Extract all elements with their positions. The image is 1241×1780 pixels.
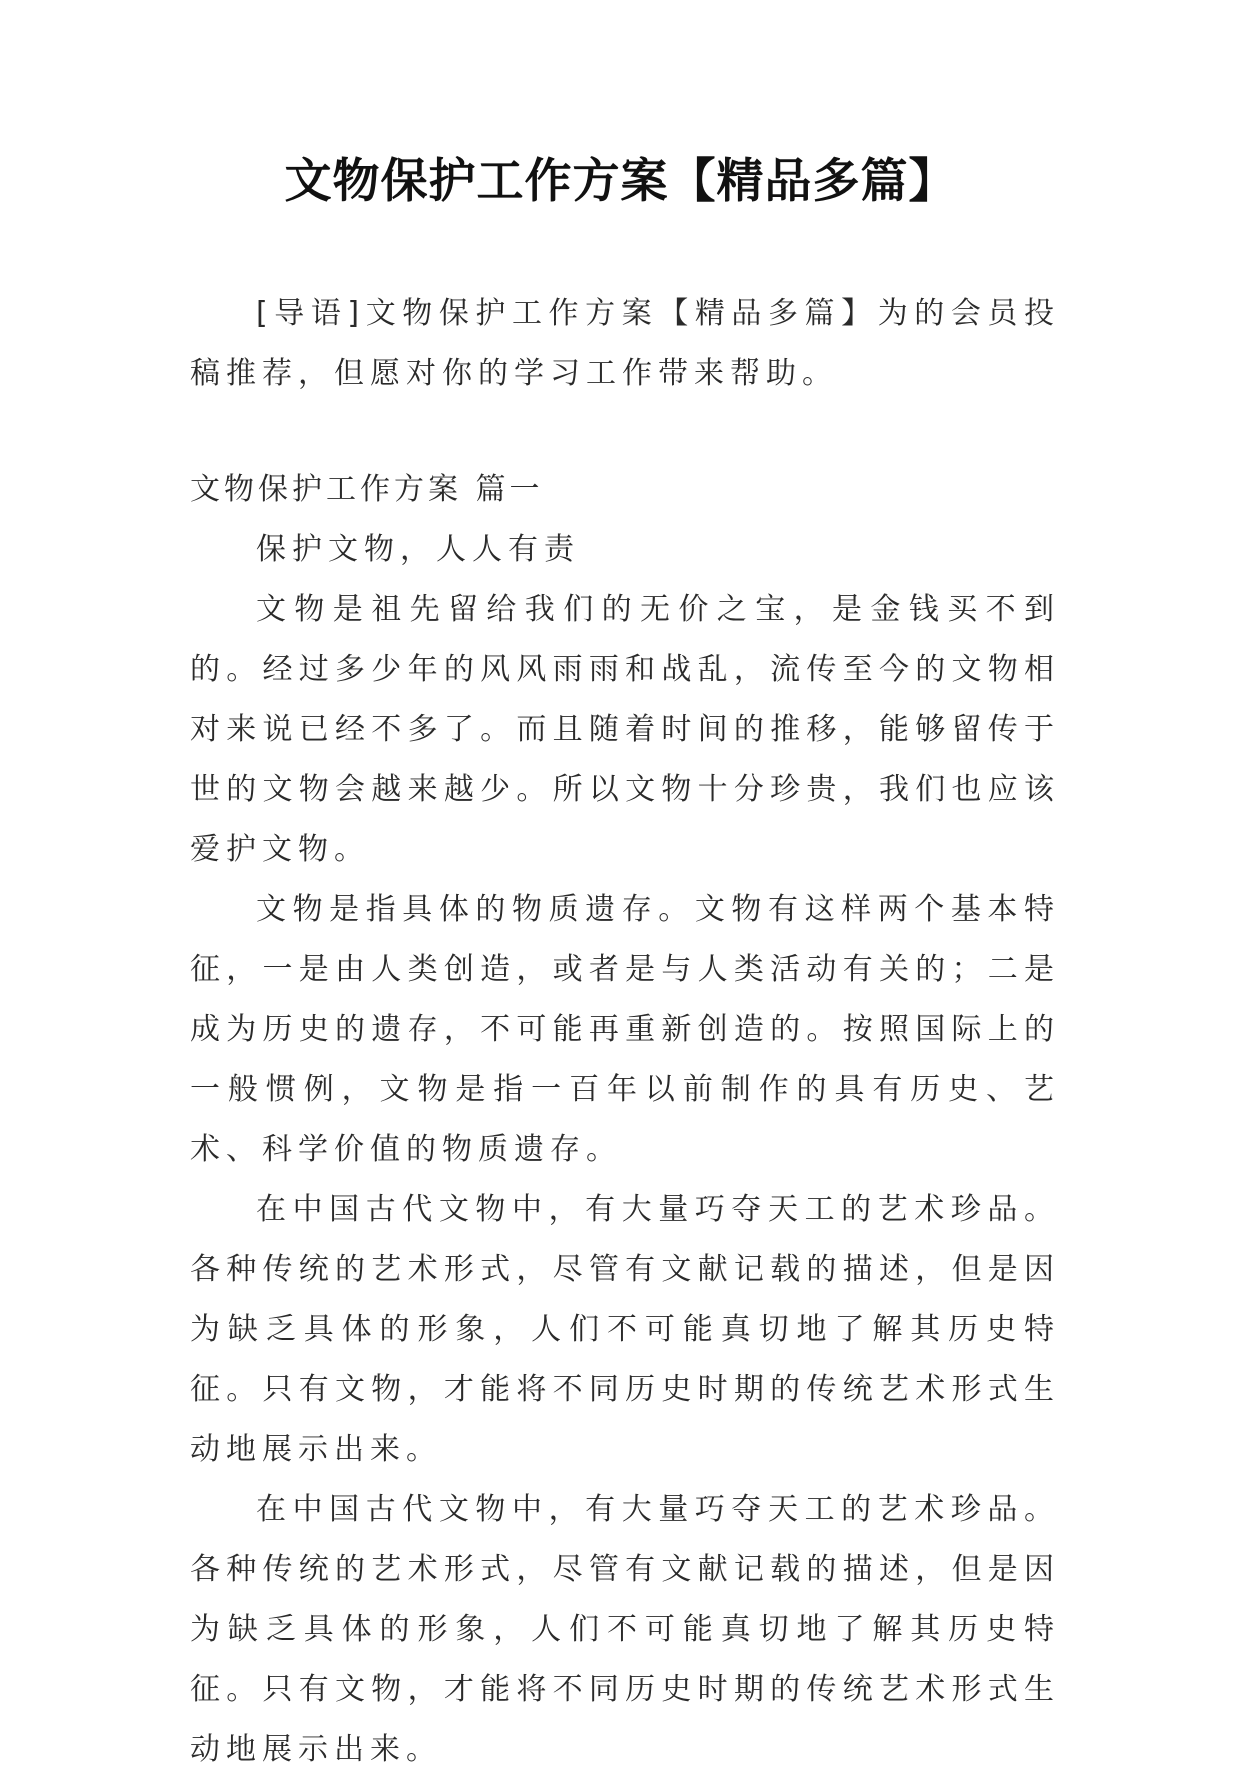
section-heading: 文物保护工作方案 篇一 (190, 472, 544, 507)
body-paragraph-3: 在中国古代文物中，有大量巧夺天工的艺术珍品。各种传统的艺术形式，尽管有文献记载的描述，但是因为缺乏具体的形象，人们不可能真切地了解其历史特征。只有文物，才能将不同历史时期的传统艺术形式生动地展示出来。 (190, 1192, 1060, 1467)
document-title: 文物保护工作方案【精品多篇】 (284, 154, 957, 209)
section-1 (190, 460, 1060, 1780)
body-paragraph-1: 文物是祖先留给我们的无价之宝，是金钱买不到的。经过多少年的风风雨雨和战乱，流传至今的文物相对来说已经不多了。而且随着时间的推移，能够留传于世的文物会越来越少。所以文物十分珍贵，我们也应该爱护文物。 (190, 592, 1060, 867)
section-subtitle: 保护文物，人人有责 (256, 532, 580, 567)
body-paragraph-4: 在中国古代文物中，有大量巧夺天工的艺术珍品。各种传统的艺术形式，尽管有文献记载的描述，但是因为缺乏具体的形象，人们不可能真切地了解其历史特征。只有文物，才能将不同历史时期的传统艺术形式生动地展示出来。 (190, 1492, 1060, 1767)
body-paragraph-2: 文物是指具体的物质遗存。文物有这样两个基本特征，一是由人类创造，或者是与人类活动有关的；二是成为历史的遗存，不可能再重新创造的。按照国际上的一般惯例，文物是指一百年以前制作的具有历史、艺术、科学价值的物质遗存。 (190, 892, 1060, 1167)
intro-paragraph: [导语]文物保护工作方案【精品多篇】为的会员投稿推荐，但愿对你的学习工作带来帮助。 (190, 296, 1060, 391)
intro-block (190, 284, 1060, 404)
